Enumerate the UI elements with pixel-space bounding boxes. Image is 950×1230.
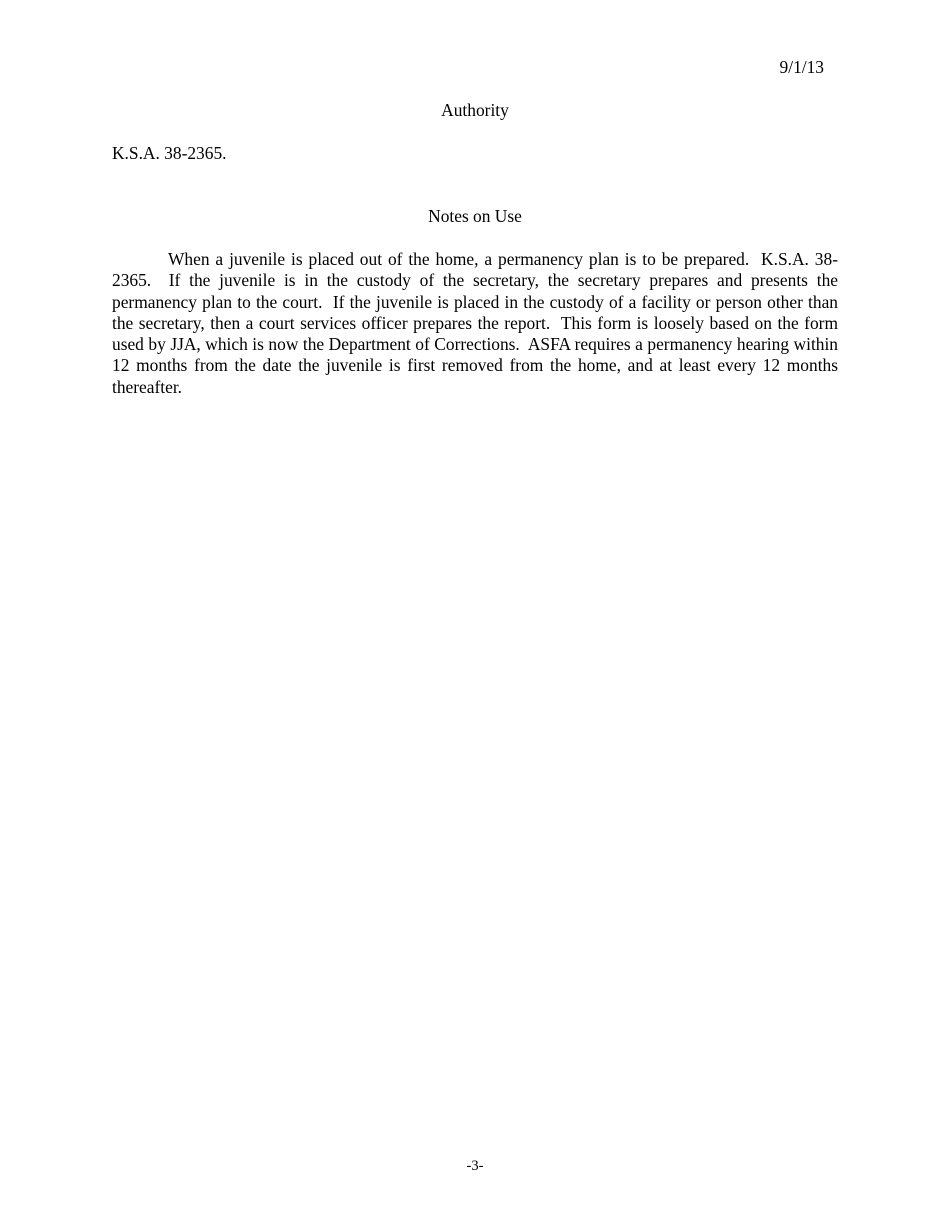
authority-heading: Authority bbox=[441, 100, 509, 120]
document-date: 9/1/13 bbox=[779, 57, 824, 77]
page-number: -3- bbox=[466, 1158, 484, 1174]
statute-citation: K.S.A. 38-2365. bbox=[112, 143, 227, 163]
notes-on-use-heading: Notes on Use bbox=[428, 206, 522, 226]
notes-on-use-paragraph: When a juvenile is placed out of the home, a permanency plan is to be prepared. K.S.A. 38-2365. If the juvenile is in the custody of the secretary, the secretary prepares and presents the permanency plan to the court. If the juvenile is placed in the custody of a facility or person other than the secretary, then a court services officer prepares the report. This form is loosely based on the form used by JJA, which is now the Department of Corrections. ASFA requires a permanency hearing within 12 months from the date the juvenile is first removed from the home, and at least every 12 months thereafter. bbox=[112, 249, 843, 397]
